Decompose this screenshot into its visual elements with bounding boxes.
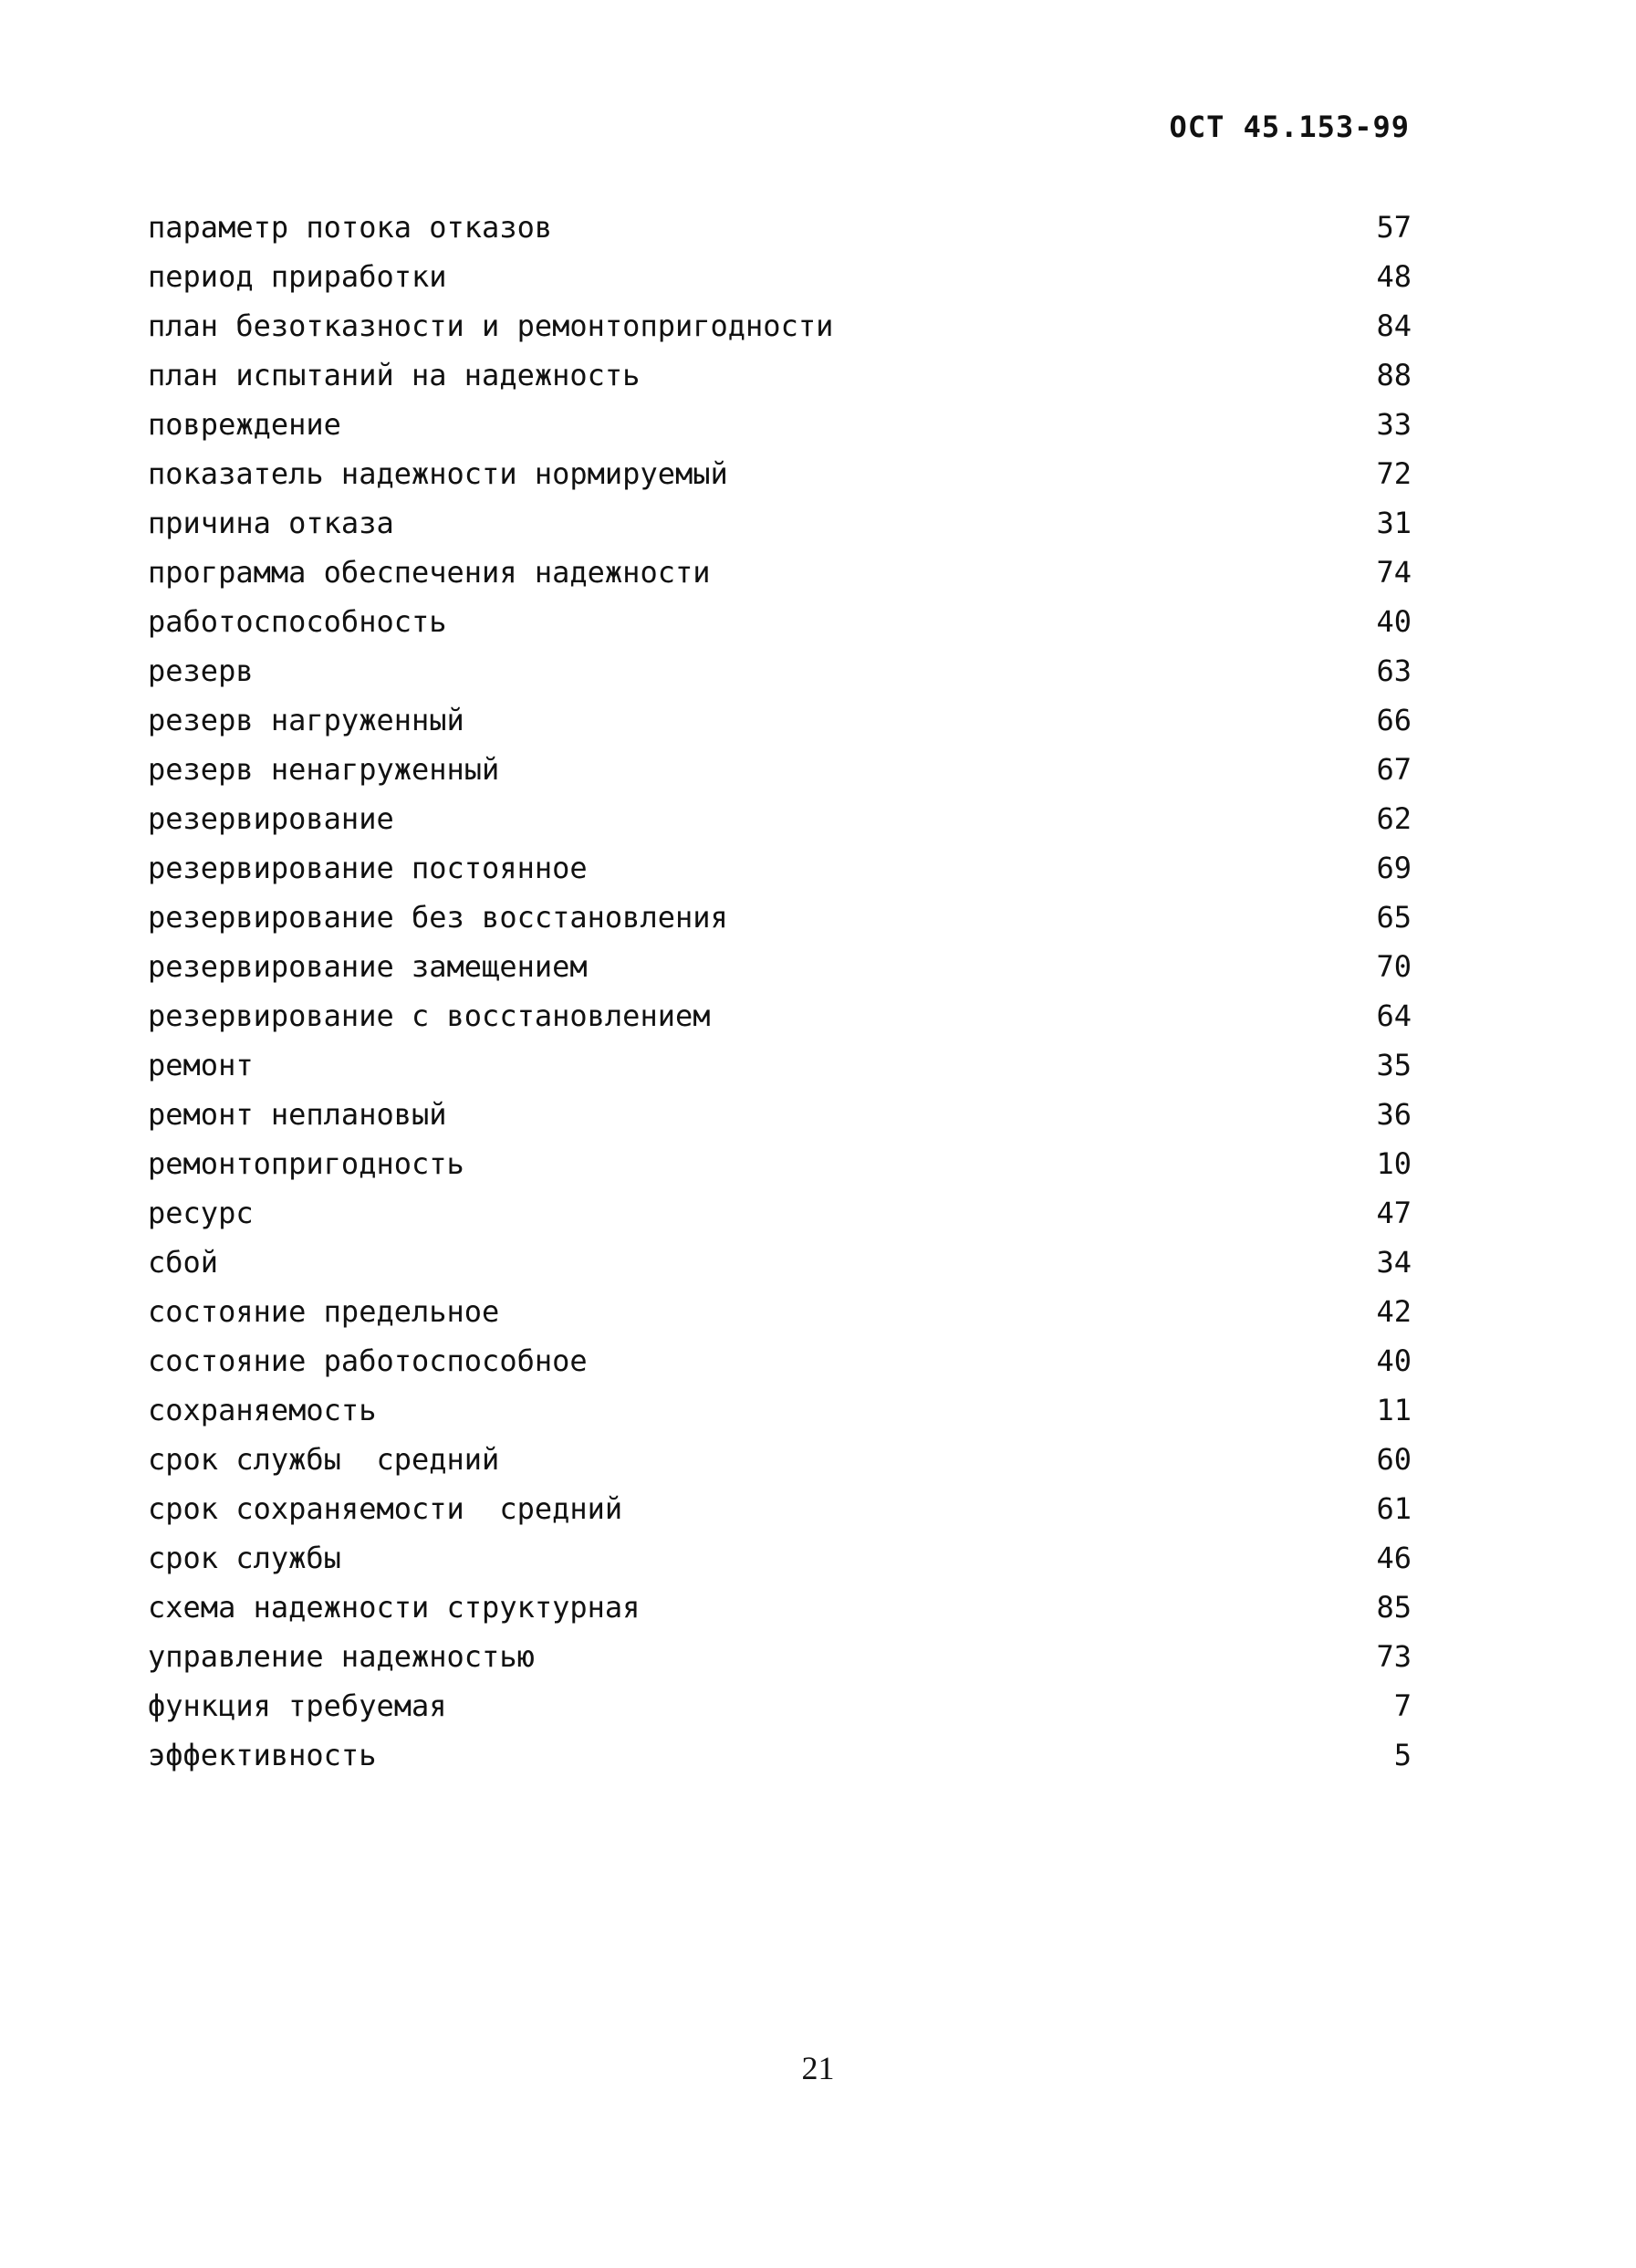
index-term: состояние работоспособное (148, 1343, 588, 1378)
index-page-ref: 40 (1376, 1343, 1412, 1378)
index-entry (148, 843, 1412, 893)
index-entry (148, 646, 1412, 695)
index-page-ref: 67 (1376, 752, 1412, 787)
index-term: резерв (148, 653, 254, 688)
document-code: ОСТ 45.153-99 (1169, 110, 1410, 144)
index-term: схема надежности структурная (148, 1590, 641, 1625)
index-entry (148, 1681, 1412, 1730)
index-term: сохраняемость (148, 1393, 377, 1427)
index-entry (148, 1188, 1412, 1238)
index-term: управление надежностью (148, 1639, 535, 1674)
index-entry (148, 1336, 1412, 1385)
index-entry (148, 203, 1412, 252)
index-entry (148, 1287, 1412, 1336)
index-page-ref: 34 (1376, 1245, 1412, 1280)
page-number: 21 (801, 2050, 835, 2086)
index-page-ref: 85 (1376, 1590, 1412, 1625)
index-entry (148, 745, 1412, 794)
index-page-ref: 74 (1376, 555, 1412, 590)
index-page-ref: 36 (1376, 1097, 1412, 1132)
index-term: период приработки (148, 259, 447, 294)
index-entry (148, 1040, 1412, 1090)
index-entry (148, 1090, 1412, 1139)
index-term: состояние предельное (148, 1294, 500, 1329)
index-entry (148, 498, 1412, 548)
index-term: срок сохраняемости средний (148, 1491, 623, 1526)
index-term: ремонтопригодность (148, 1146, 464, 1181)
index-term: план испытаний на надежность (148, 358, 641, 392)
index-page-ref: 10 (1376, 1146, 1412, 1181)
index-page-ref: 46 (1376, 1541, 1412, 1575)
index-page-ref: 61 (1376, 1491, 1412, 1526)
index-page-ref: 65 (1376, 900, 1412, 935)
index-page-ref: 33 (1376, 407, 1412, 442)
index-entry (148, 350, 1412, 400)
index-term: программа обеспечения надежности (148, 555, 711, 590)
index-entry (148, 695, 1412, 745)
index-page-ref: 7 (1393, 1688, 1412, 1723)
index-page-ref: 63 (1376, 653, 1412, 688)
index-term: ремонт (148, 1048, 254, 1082)
index-page-ref: 73 (1376, 1639, 1412, 1674)
index-entry (148, 942, 1412, 991)
index-page-ref: 64 (1376, 998, 1412, 1033)
index-entry (148, 893, 1412, 942)
index-entry (148, 1484, 1412, 1533)
index-term: резервирование замещением (148, 949, 588, 984)
index-term: срок службы средний (148, 1442, 500, 1477)
index-page-ref: 42 (1376, 1294, 1412, 1329)
index-page-ref: 31 (1376, 506, 1412, 540)
index-term: показатель надежности нормируемый (148, 456, 728, 491)
index-page-ref: 11 (1376, 1393, 1412, 1427)
index-entry (148, 1583, 1412, 1632)
index-entry (148, 1730, 1412, 1780)
index-entry (148, 548, 1412, 597)
index-term: функция требуемая (148, 1688, 447, 1723)
index-entry (148, 794, 1412, 843)
index-page-ref: 72 (1376, 456, 1412, 491)
index-term: резервирование (148, 801, 394, 836)
index-page-ref: 70 (1376, 949, 1412, 984)
index-entry (148, 1238, 1412, 1287)
index-entry (148, 991, 1412, 1040)
index-term: сбой (148, 1245, 219, 1280)
index-term: ресурс (148, 1196, 254, 1230)
index-term: причина отказа (148, 506, 394, 540)
index-term: резерв нагруженный (148, 703, 464, 737)
index-page-ref: 84 (1376, 308, 1412, 343)
index-page-ref: 60 (1376, 1442, 1412, 1477)
index-page-ref: 57 (1376, 210, 1412, 245)
index-page-ref: 40 (1376, 604, 1412, 639)
index-term: срок службы (148, 1541, 341, 1575)
index-term: резервирование без восстановления (148, 900, 728, 935)
index-entry (148, 301, 1412, 350)
index-entry (148, 400, 1412, 449)
index-term: резерв ненагруженный (148, 752, 500, 787)
index-entry (148, 1533, 1412, 1583)
index-term: резервирование с восстановлением (148, 998, 711, 1033)
term-index-list (148, 203, 1412, 1780)
index-page-ref: 5 (1393, 1738, 1412, 1772)
index-term: повреждение (148, 407, 341, 442)
index-page-ref: 48 (1376, 259, 1412, 294)
index-term: параметр потока отказов (148, 210, 553, 245)
index-term: резервирование постоянное (148, 851, 588, 885)
index-entry (148, 597, 1412, 646)
index-page-ref: 62 (1376, 801, 1412, 836)
index-page-ref: 35 (1376, 1048, 1412, 1082)
index-term: ремонт неплановый (148, 1097, 447, 1132)
index-page-ref: 69 (1376, 851, 1412, 885)
index-entry (148, 449, 1412, 498)
index-entry (148, 252, 1412, 301)
index-term: работоспособность (148, 604, 447, 639)
index-page-ref: 66 (1376, 703, 1412, 737)
index-entry (148, 1632, 1412, 1681)
index-term: план безотказности и ремонтопригодности (148, 308, 834, 343)
index-term: эффективность (148, 1738, 377, 1772)
index-page-ref: 47 (1376, 1196, 1412, 1230)
index-entry (148, 1435, 1412, 1484)
index-page-ref: 88 (1376, 358, 1412, 392)
index-entry (148, 1385, 1412, 1435)
index-entry (148, 1139, 1412, 1188)
